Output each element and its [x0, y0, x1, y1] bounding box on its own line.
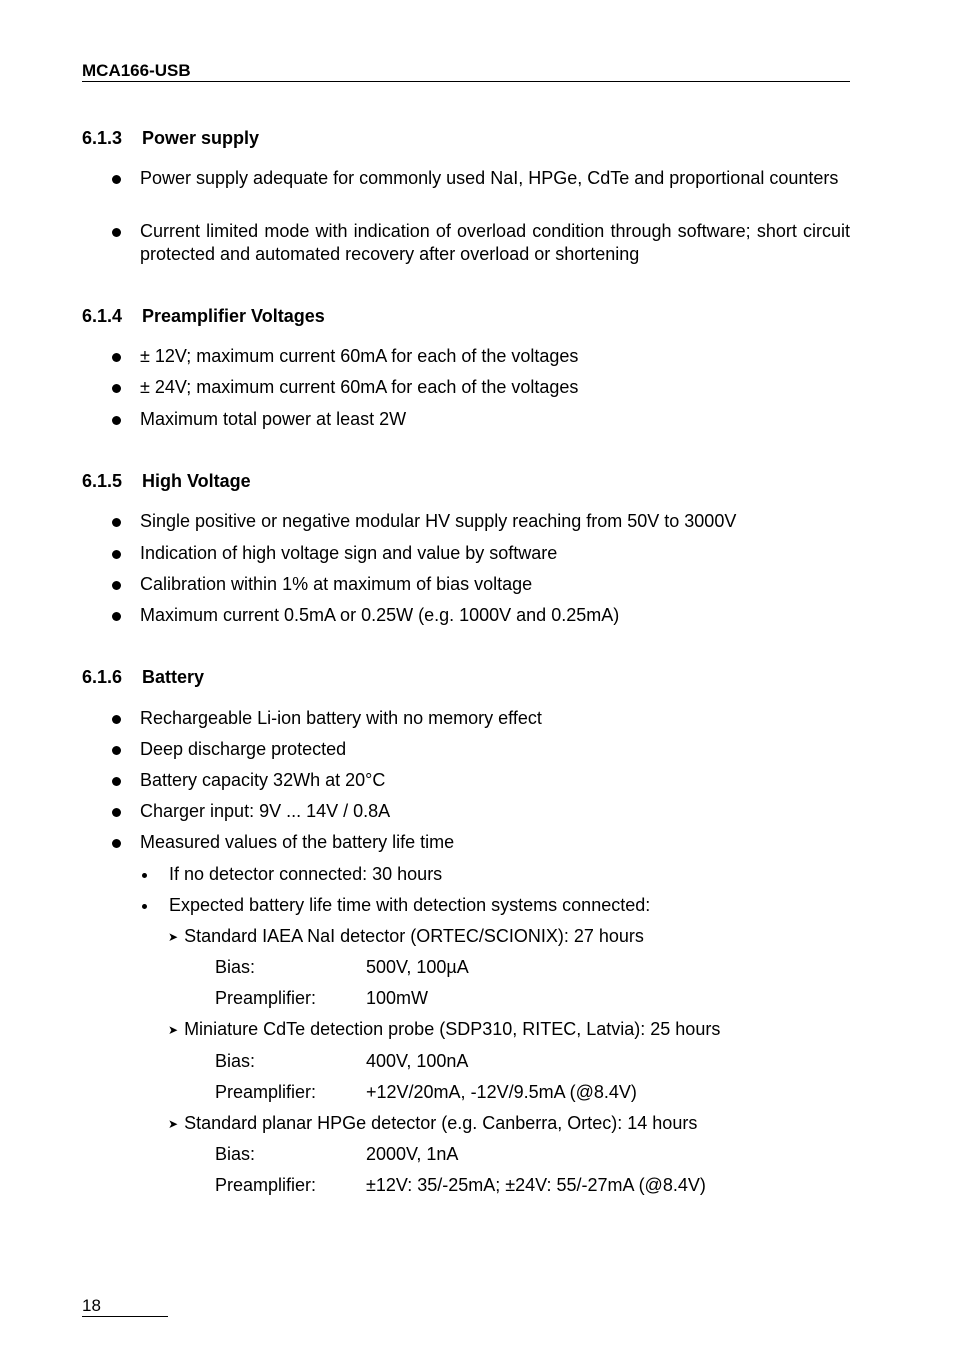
section-title: Preamplifier Voltages: [142, 306, 325, 326]
sub-list-item-text: Expected battery life time with detection systems connected:: [169, 895, 651, 915]
section-number: 6.1.4: [82, 306, 123, 326]
section-title: Battery: [142, 667, 205, 687]
page-number: 18: [82, 1296, 101, 1315]
bullet-icon: [112, 353, 121, 362]
bullet-icon: [112, 612, 121, 621]
list-item-text: Single positive or negative modular HV supply reaching from 50V to 3000V: [140, 511, 737, 531]
list-item-text: Indication of high voltage sign and value by software: [140, 543, 558, 563]
section-heading-power-supply: [82, 128, 259, 149]
bullet-icon: [112, 777, 121, 786]
bullet-icon: [112, 715, 121, 724]
bullet-icon: [112, 581, 121, 590]
list-item-text: Calibration within 1% at maximum of bias voltage: [140, 574, 533, 594]
preamp-label: Preamplifier:: [215, 988, 317, 1008]
arrow-bullet-icon: ➤: [168, 1023, 179, 1037]
small-bullet-icon: [142, 904, 147, 909]
section-heading-high-voltage: [82, 471, 251, 492]
bias-label: Bias:: [215, 1144, 256, 1164]
bullet-icon: [112, 384, 121, 393]
list-item-text: Maximum current 0.5mA or 0.25W (e.g. 1000V and 0.25mA): [140, 605, 620, 625]
running-header: [82, 61, 850, 82]
bullet-icon: [112, 228, 121, 237]
bullet-icon: [112, 518, 121, 527]
list-item-text: Maximum total power at least 2W: [140, 409, 407, 429]
list-item-text: Charger input: 9V ... 14V / 0.8A: [140, 801, 391, 821]
bias-label: Bias:: [215, 957, 256, 977]
sub-list-item-text: If no detector connected: 30 hours: [169, 864, 443, 884]
list-item-text: Measured values of the battery life time: [140, 832, 455, 852]
arrow-bullet-icon: ➤: [168, 1117, 179, 1131]
arrow-bullet-icon: ➤: [168, 930, 179, 944]
detector-item: [168, 1112, 697, 1137]
bullet-icon: [112, 550, 121, 559]
bias-value: 2000V, 1nA: [366, 1144, 459, 1164]
preamp-value: 100mW: [366, 988, 429, 1008]
detector-item: [168, 925, 644, 950]
detector-name: Standard planar HPGe detector (e.g. Canberra, Ortec): 14 hours: [184, 1113, 698, 1133]
section-heading-preamplifier-voltages: [82, 306, 325, 327]
bias-label: Bias:: [215, 1051, 256, 1071]
section-number: 6.1.5: [82, 471, 123, 491]
preamp-label: Preamplifier:: [215, 1175, 317, 1195]
section-heading-battery: [82, 667, 204, 688]
preamp-value: ±12V: 35/-25mA; ±24V: 55/-27mA (@8.4V): [366, 1175, 706, 1195]
list-item-text: Current limited mode with indication of overload condition through software; short circuit protected and automated recovery after overload or shortening: [140, 221, 850, 264]
preamp-label: Preamplifier:: [215, 1082, 317, 1102]
section-number: 6.1.3: [82, 128, 123, 148]
bias-value: 500V, 100µA: [366, 957, 469, 977]
list-item-text: Rechargeable Li-ion battery with no memory effect: [140, 708, 542, 728]
list-item-text: Power supply adequate for commonly used NaI, HPGe, CdTe and proportional counters: [140, 168, 839, 188]
list-item-text: ± 12V; maximum current 60mA for each of the voltages: [140, 346, 579, 366]
bullet-icon: [112, 175, 121, 184]
preamp-value: +12V/20mA, -12V/9.5mA (@8.4V): [366, 1082, 637, 1102]
bullet-icon: [112, 808, 121, 817]
bullet-icon: [112, 746, 121, 755]
small-bullet-icon: [142, 873, 147, 878]
detector-item: [168, 1018, 720, 1043]
bullet-icon: [112, 416, 121, 425]
bullet-icon: [112, 839, 121, 848]
page-footer: [82, 1296, 168, 1317]
detector-name: Standard IAEA NaI detector (ORTEC/SCIONIX): 27 hours: [184, 926, 644, 946]
list-item-text: ± 24V; maximum current 60mA for each of the voltages: [140, 377, 579, 397]
header-title: MCA166-USB: [82, 61, 191, 80]
section-title: High Voltage: [142, 471, 251, 491]
section-number: 6.1.6: [82, 667, 123, 687]
section-title: Power supply: [142, 128, 260, 148]
list-item-text: Battery capacity 32Wh at 20°C: [140, 770, 386, 790]
detector-name: Miniature CdTe detection probe (SDP310, RITEC, Latvia): 25 hours: [184, 1019, 721, 1039]
list-item-text: Deep discharge protected: [140, 739, 347, 759]
bias-value: 400V, 100nA: [366, 1051, 469, 1071]
